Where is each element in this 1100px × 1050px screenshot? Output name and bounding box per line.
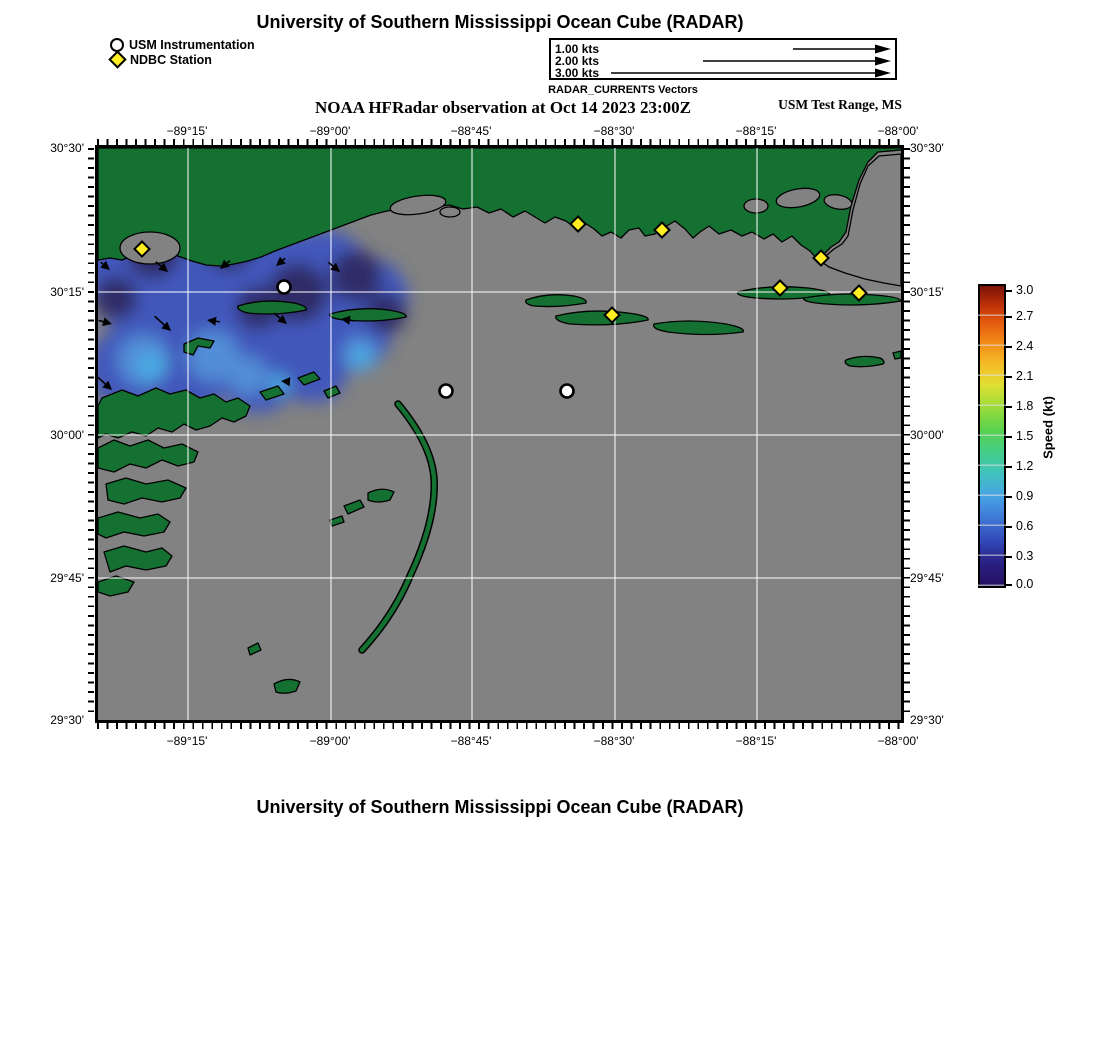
x-label-top: −88°45' [450, 124, 492, 138]
colorbar-tick [1004, 584, 1012, 586]
map-canvas[interactable] [95, 145, 904, 723]
y-label-right: 30°15' [910, 285, 944, 299]
x-label-bottom: −88°45' [450, 734, 492, 748]
colorbar-label: 1.2 [1016, 459, 1034, 473]
legend-usm-label: USM Instrumentation [129, 37, 255, 52]
colorbar-tick [1004, 496, 1012, 498]
y-label-left: 30°15' [50, 285, 84, 299]
colorbar-label: 0.6 [1016, 519, 1034, 533]
ndbc-station-icon [108, 50, 126, 68]
test-range-label: USM Test Range, MS [778, 97, 902, 112]
colorbar [978, 284, 1006, 588]
x-label-bottom: −89°00' [309, 734, 351, 748]
vector-scale-1kt: 1.00 kts [555, 42, 600, 56]
land-polygons [98, 148, 901, 266]
x-label-bottom: −88°30' [593, 734, 635, 748]
colorbar-tick [1004, 526, 1012, 528]
colorbar-tick [1004, 556, 1012, 558]
left-axis-ticks [88, 148, 94, 720]
colorbar-tick [1004, 406, 1012, 408]
vector-scale-2kt: 2.00 kts [555, 54, 600, 68]
x-label-top: −89°15' [166, 124, 208, 138]
x-label-top: −89°00' [309, 124, 351, 138]
colorbar-title: Speed (kt) [1040, 396, 1056, 459]
colorbar-tick [1004, 376, 1012, 378]
colorbar-label: 2.7 [1016, 309, 1034, 323]
usm-instrument-marker [440, 385, 453, 398]
map-graphics [98, 148, 901, 720]
legend-usm-row [110, 37, 255, 52]
vector-scale-arrows [551, 40, 895, 78]
x-label-bottom: −88°00' [877, 734, 919, 748]
observation-subtitle: NOAA HFRadar observation at Oct 14 2023 23:00Z [314, 98, 692, 117]
colorbar-label: 0.9 [1016, 489, 1034, 503]
legend-ndbc-label: NDBC Station [130, 52, 212, 67]
colorbar-tick [1004, 316, 1012, 318]
y-label-left: 29°30' [50, 713, 84, 727]
symbol-legend [110, 37, 255, 67]
vector-scale-box [549, 38, 897, 80]
colorbar-label: 1.8 [1016, 399, 1034, 413]
x-label-top: −88°15' [735, 124, 777, 138]
page-title: University of Southern Mississippi Ocean Cube (RADAR) [256, 12, 744, 32]
colorbar-tick [1004, 290, 1012, 292]
y-label-right: 29°45' [910, 571, 944, 585]
y-label-right: 29°30' [910, 713, 944, 727]
colorbar-label: 1.5 [1016, 429, 1034, 443]
y-label-left: 29°45' [50, 571, 84, 585]
bottom-axis-ticks [97, 723, 900, 729]
vector-caption: RADAR_CURRENTS Vectors [548, 84, 698, 96]
footer-title: University of Southern Mississippi Ocean Cube (RADAR) [256, 797, 744, 817]
colorbar-label: 0.3 [1016, 549, 1034, 563]
vector-scale-3kt: 3.00 kts [555, 66, 600, 80]
y-label-right: 30°00' [910, 428, 944, 442]
colorbar-label: 3.0 [1016, 283, 1034, 297]
legend-ndbc-row [110, 52, 255, 67]
chandeleur-arc [362, 404, 434, 650]
colorbar-label: 0.0 [1016, 577, 1034, 591]
usm-instrument-marker [561, 385, 574, 398]
colorbar-label: 2.4 [1016, 339, 1034, 353]
colorbar-tick [1004, 436, 1012, 438]
usm-instrument-marker [278, 281, 291, 294]
y-label-left: 30°00' [50, 428, 84, 442]
x-label-bottom: −88°15' [735, 734, 777, 748]
y-label-left: 30°30' [50, 141, 84, 155]
y-label-right: 30°30' [910, 141, 944, 155]
x-label-bottom: −89°15' [166, 734, 208, 748]
x-label-top: −88°30' [593, 124, 635, 138]
colorbar-label: 2.1 [1016, 369, 1034, 383]
x-label-top: −88°00' [877, 124, 919, 138]
colorbar-tick [1004, 466, 1012, 468]
colorbar-tick [1004, 346, 1012, 348]
